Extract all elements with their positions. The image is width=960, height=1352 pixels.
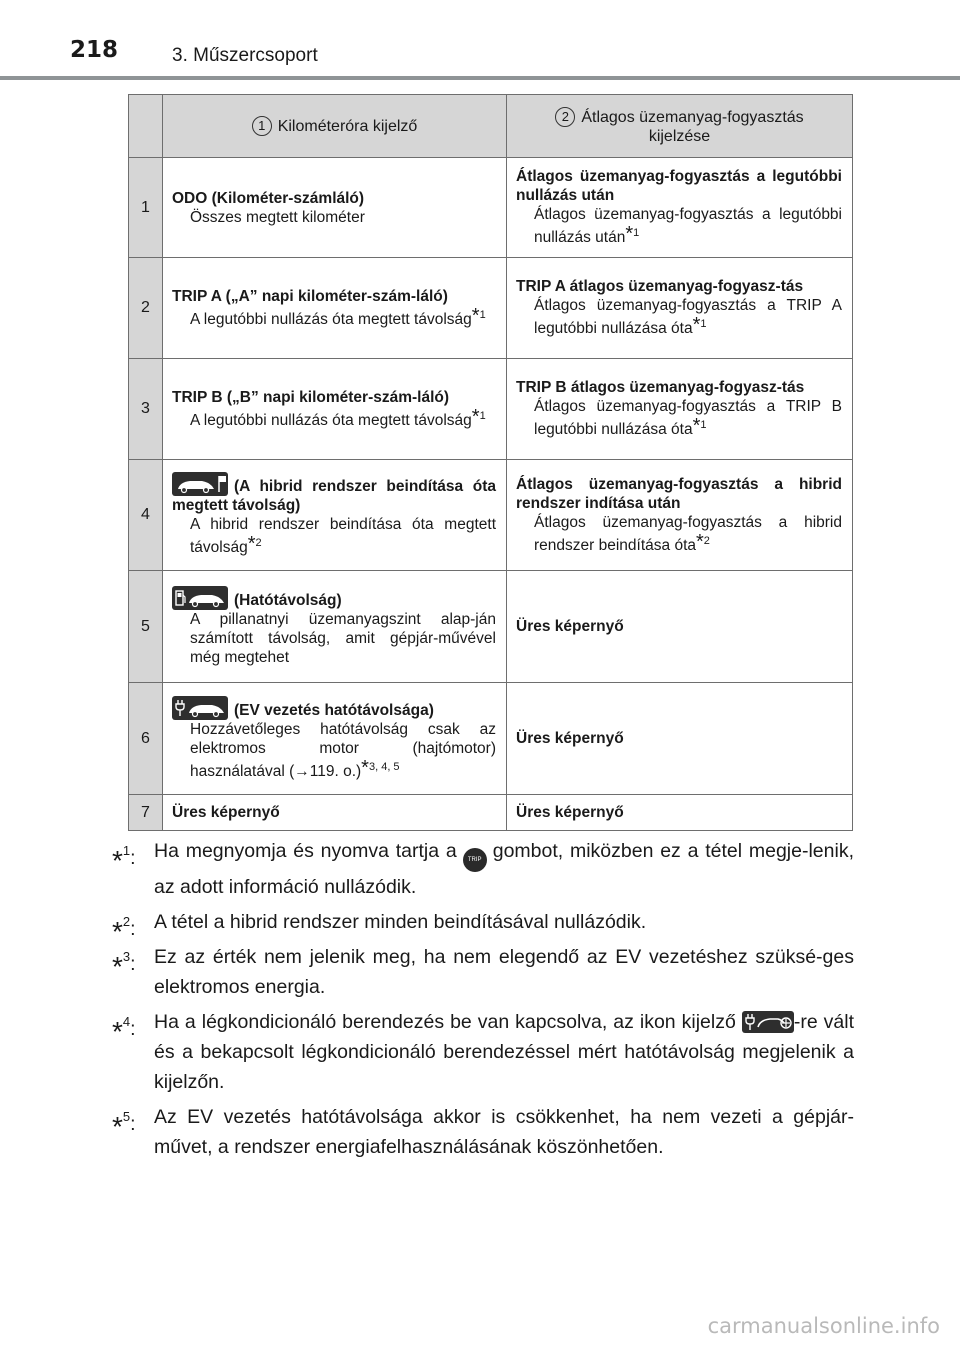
row-right-desc [516,513,842,555]
row-left-desc [172,208,496,227]
row-right-title: Átlagos üzemanyag-fogyasztás a hibrid rendszer indítása után [516,475,842,512]
footnote-ref: *2 [247,533,262,556]
row-right-cell [507,158,853,258]
row-left-title: TRIP B („B” napi kilométer-szám-láló) [172,388,450,406]
page-header [0,0,960,80]
footnote-num: 2 [255,537,262,550]
footnote-ref: *3, 4, 5 [361,756,400,779]
row-left-desc [172,407,496,430]
row-right-text: Átlagos üzemanyag-fogyasztás a hibrid rendszer beindítása óta [534,513,842,555]
footnote-mark: *$^3$: [112,949,136,982]
row-number: 5 [129,571,163,683]
row-left-cell [163,359,507,460]
footnote-num: 1 [700,318,707,331]
circle-marker-2: 2 [555,107,575,127]
footnote-mark: *$^2$: [112,914,136,947]
ev-plug-ac-fan-icon [742,1011,794,1033]
footnote-num: 1 [479,308,486,321]
row-left-cell [163,571,507,683]
row-left-desc [172,720,496,781]
footnote-num: 1 [633,227,640,240]
ev-plug-car-icon [172,696,228,720]
watermark: carmanualsonline.info [707,1314,940,1338]
table-row [129,571,853,683]
table-row [129,795,853,831]
header-blank-cell [129,95,163,158]
row-left-title-wrap [172,472,496,515]
table-row [129,683,853,795]
row-left-cell [163,683,507,795]
row-right-desc [516,397,842,439]
footnote-mark: *$^4$: [112,1014,136,1047]
footnote-2 [112,907,854,947]
header-col2 [507,95,853,158]
row-left-cell [163,460,507,571]
row-right-cell [507,460,853,571]
row-number: 2 [129,258,163,359]
footnote-text: gombot, miközben ez a tétel megje-lenik, az adott információ nullázódik. [154,840,854,898]
table-row [129,158,853,258]
footnote-ref: *1 [471,405,486,428]
footnotes [112,836,854,1167]
footnote-text: -re vált és a bekapcsolt légkondicionáló berendezéssel mért hatótávolság megjelenik a kijelzőn. [154,1011,854,1093]
footnote-num: 1 [700,419,707,432]
footnote-text: Ha megnyomja és nyomva tartja a [154,840,457,862]
row-left-title: (EV vezetés hatótávolsága) [234,701,434,719]
footnote-mark: *$^1$: [112,843,136,876]
row-right-title: Átlagos üzemanyag-fogyasztás a legutóbbi nullázás után [516,168,842,205]
row-right-cell [507,359,853,460]
row-right-cell: Üres képernyő [507,683,853,795]
footnote-text: Ha a légkondicionáló berendezés be van kapcsolva, az ikon kijelző [154,1011,736,1033]
row-number: 1 [129,158,163,258]
row-left-text: Összes megtett kilométer [190,208,365,226]
row-left-text: A legutóbbi nullázás óta megtett távolság [190,412,472,430]
row-left-desc [172,306,496,329]
row-right-cell: Üres képernyő [507,571,853,683]
row-left-text: A legutóbbi nullázás óta megtett távolság [190,311,472,329]
fuel-pump-car-icon [172,586,228,610]
footnote-3 [112,942,854,1002]
footnote-num: 3, 4, 5 [368,760,400,773]
page-number: 218 [70,37,119,63]
footnote-num: 1 [479,409,486,422]
row-left-cell [163,258,507,359]
footnote-mark: *$^5$: [112,1109,136,1142]
table-row [129,359,853,460]
row-left-desc [172,515,496,557]
circle-marker-1: 1 [252,116,272,136]
row-right-desc [516,205,842,247]
footnote-text: Az EV vezetés hatótávolsága akkor is csökkenhet, ha nem vezeti a gépjár-művet, a rendszer energiafelhasználásának köszönhetően. [154,1106,854,1158]
row-right-text: Átlagos üzemanyag-fogyasztás a TRIP B legutóbbi nullázása óta [534,398,842,439]
footnote-4 [112,1007,854,1097]
footnote-ref: *1 [471,304,486,327]
row-right-title: TRIP A átlagos üzemanyag-fogyasz-tás [516,278,804,296]
trip-button-icon: TRIP [463,848,487,872]
row-number: 4 [129,460,163,571]
header-col1 [163,95,507,158]
row-number: 3 [129,359,163,460]
row-left-title: (Hatótávolság) [234,592,342,609]
row-left-cell [163,158,507,258]
table-row [129,460,853,571]
row-left-cell: Üres képernyő [163,795,507,831]
header-rule [0,76,960,80]
row-right-title: TRIP B átlagos üzemanyag-fogyasz-tás [516,379,805,397]
section-title: 3. Műszercsoport [172,45,318,66]
col2-title: Átlagos üzemanyag-fogyasztás kijelzése [581,108,804,145]
row-left-title-wrap [172,586,496,610]
row-number: 7 [129,795,163,831]
row-left-text: A hibrid rendszer beindítása óta megtett távolság [190,516,496,557]
footnote-ref: *1 [692,415,707,438]
table-row [129,258,853,359]
footnote-text: A tétel a hibrid rendszer minden beindításával nullázódik. [154,911,647,933]
col1-title: Kilométeróra kijelző [277,118,418,135]
row-left-desc [172,610,496,667]
row-right-desc [516,296,842,338]
footnote-text: Ez az érték nem jelenik meg, ha nem elegendő az EV vezetéshez szüksé-ges elektromos energia. [154,946,854,998]
row-left-text: A pillanatnyi üzemanyagszint alap-ján számított távolság, amit gépjár-művével még megtehet [190,611,496,666]
footnote-5 [112,1102,854,1162]
row-left-title: ODO (Kilométer-számláló) [172,189,365,207]
row-right-text: Átlagos üzemanyag-fogyasztás a TRIP A legutóbbi nullázása óta [534,297,842,338]
footnote-1 [112,836,854,902]
row-left-title: TRIP A („A” napi kilométer-szám-láló) [172,287,448,305]
row-left-title: (A hibrid rendszer beindítása óta megtett távolság) [172,478,496,515]
footnote-num: 2 [703,534,710,547]
footnote-ref: *1 [692,314,707,337]
row-right-cell: Üres képernyő [507,795,853,831]
car-flag-icon [172,472,228,496]
row-number: 6 [129,683,163,795]
footnote-ref: *2 [696,530,710,553]
row-right-cell [507,258,853,359]
odometer-display-table [128,94,853,831]
row-left-title-wrap [172,696,496,720]
row-right-text: Átlagos üzemanyag-fogyasztás a legutóbbi nullázás után [534,206,842,247]
table-header-row [129,95,853,158]
row-left-text: Hozzávetőleges hatótávolság csak az elektromos motor (hajtómotor) használatával (→119. o.) [190,720,496,781]
footnote-ref: *1 [625,223,640,246]
